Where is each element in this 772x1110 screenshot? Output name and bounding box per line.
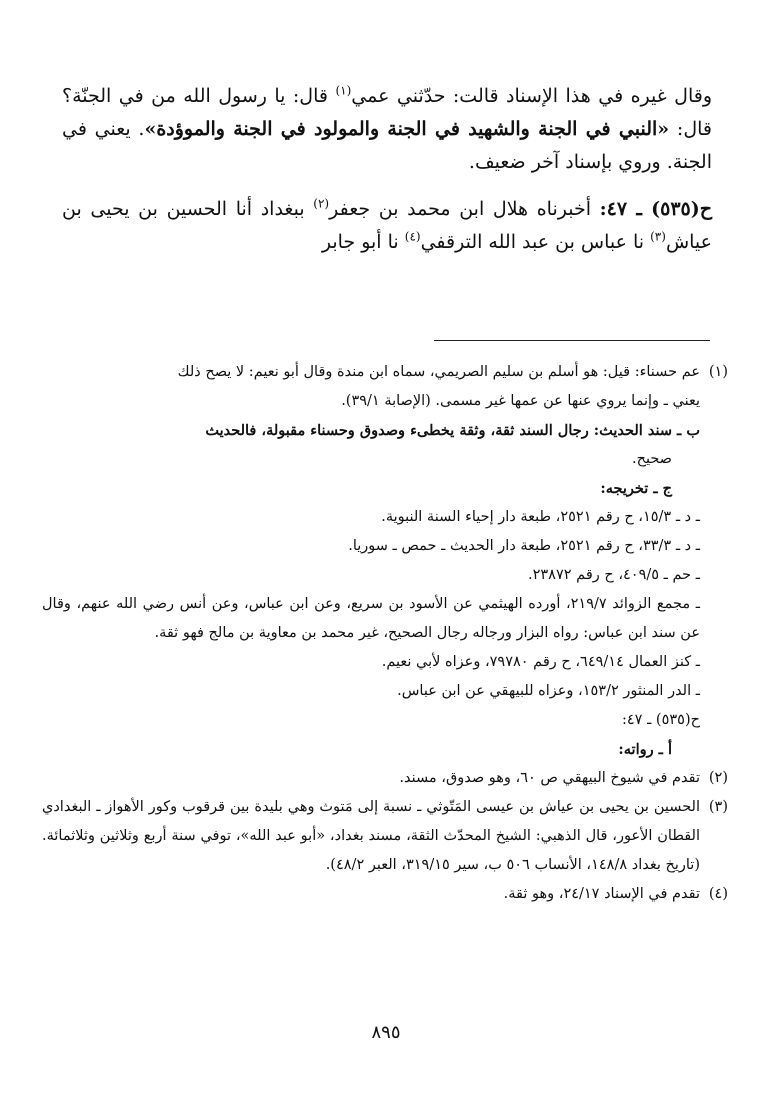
footnote-ref-4: (٤) bbox=[404, 229, 421, 244]
footnote-number: (٤) bbox=[708, 886, 728, 902]
page-number: ٨٩٥ bbox=[371, 1022, 401, 1043]
footnotes bbox=[42, 358, 728, 909]
footnote-2: (٢) تقدم في شيوخ البيهقي ص ٦٠، وهو صدوق، مسند. bbox=[42, 764, 728, 793]
hadith-number: ح(٥٣٥) ـ ٤٧: bbox=[599, 198, 712, 220]
footnote-number: (١) bbox=[708, 364, 728, 380]
footnote-ref-1: (١) bbox=[335, 83, 352, 98]
footnote-ref-2: (٢) bbox=[313, 196, 330, 211]
section-b-line: ب ـ سند الحديث: رجال السند ثقة، وثقة يخطىء وصدوق وحسناء مقبولة، فالحديث bbox=[205, 422, 700, 439]
footnote-separator bbox=[434, 340, 710, 341]
hadith-text: «النبي في الجنة والشهيد في الجنة والمولود في الجنة والموؤدة» bbox=[144, 118, 670, 140]
paragraph-isnad: ح(٥٣٥) ـ ٤٧: أخبرناه هلال ابن محمد بن جعفر$^{(٢)}$ ببغداد أنا الحسين بن يحيى بن عياش$^{(٣)}$ نا عباس بن عبد الله الترقفي$^{(٤)}$ نا أبو جابر bbox=[62, 196, 712, 253]
section-j-heading: ج ـ تخريجه: bbox=[600, 480, 672, 497]
footnote-number: (٢) bbox=[708, 770, 728, 786]
section-a-heading: أ ـ رواته: bbox=[618, 741, 672, 758]
footnote-3: (٣) الحسين بن يحيى بن عياش بن عيسى المَتّوثي ـ نسبة إلى مَتوث وهي بليدة بين قرقوب وكور الأهواز ـ البغدادي القطان الأعور، قال الذهبي: الشيخ المحدّث الثقة، مسند بغداد، «أبو عبد الله»، توفي سنة أربع وثلاثين وثلاثمائة. (تاريخ بغداد ١٤٨/٨، الأنساب ٥٠٦ ب، سير ٣١٩/١٥، العبر ٤٨/٢). bbox=[42, 793, 728, 880]
footnote-ref-3: (٣) bbox=[650, 229, 666, 244]
footnote-1: (١) عم حسناء: قيل: هو أسلم بن سليم الصريمي، سماه ابن مندة وقال أبو نعيم: لا يصح ذلك يعني ـ وإنما يروي عنها عن عمها غير مسمى. (الإصابة ٣٩/١). ب ـ سند الحديث: رجال السند ثقة، وثقة يخطىء وصدوق وحسناء مقبولة، فالحديث صحيح. ج ـ تخريجه: ـ د ـ ١٥/٣، ح رقم ٢٥٢١، طبعة دار إحياء السنة النبوية. ـ د ـ ٣٣/٣، ح رقم ٢٥٢١، طبعة دار الحديث ـ حمص ـ سوريا. ـ حم ـ ٤٠٩/٥، ح رقم ٢٣٨٧٢. ـ مجمع الزوائد ٢١٩/٧، أورده الهيثمي عن الأسود بن سريع، وعن ابن عباس، وعن أنس رضي الله عنهم، وقال عن سند ابن عباس: رواه البزار ورجاله رجال الصحيح، غير محمد بن معاوية بن مالج فهو ثقة. ـ كنز العمال ٦٤٩/١٤، ح رقم ٧٩٧٨٠، وعزاه لأبي نعيم. ـ الدر المنثور ١٥٣/٢، وعزاه للبيهقي عن ابن عباس. ح(٥٣٥) ـ ٤٧: أ ـ رواته: bbox=[42, 358, 728, 764]
paragraph-narration: وقال غيره في هذا الإسناد قالت: حدّثني عمي$^{(١)}$ قال: يا رسول الله من في الجنّة؟ قال: «النبي في الجنة والشهيد في الجنة والمولود في الجنة والموؤدة». يعني في الجنة. وروي بإسناد آخر ضعيف. bbox=[62, 83, 712, 173]
footnote-number: (٣) bbox=[708, 799, 728, 815]
main-text bbox=[62, 80, 712, 259]
footnote-4: (٤) تقدم في الإسناد ٢٤/١٧، وهو ثقة. bbox=[42, 880, 728, 909]
